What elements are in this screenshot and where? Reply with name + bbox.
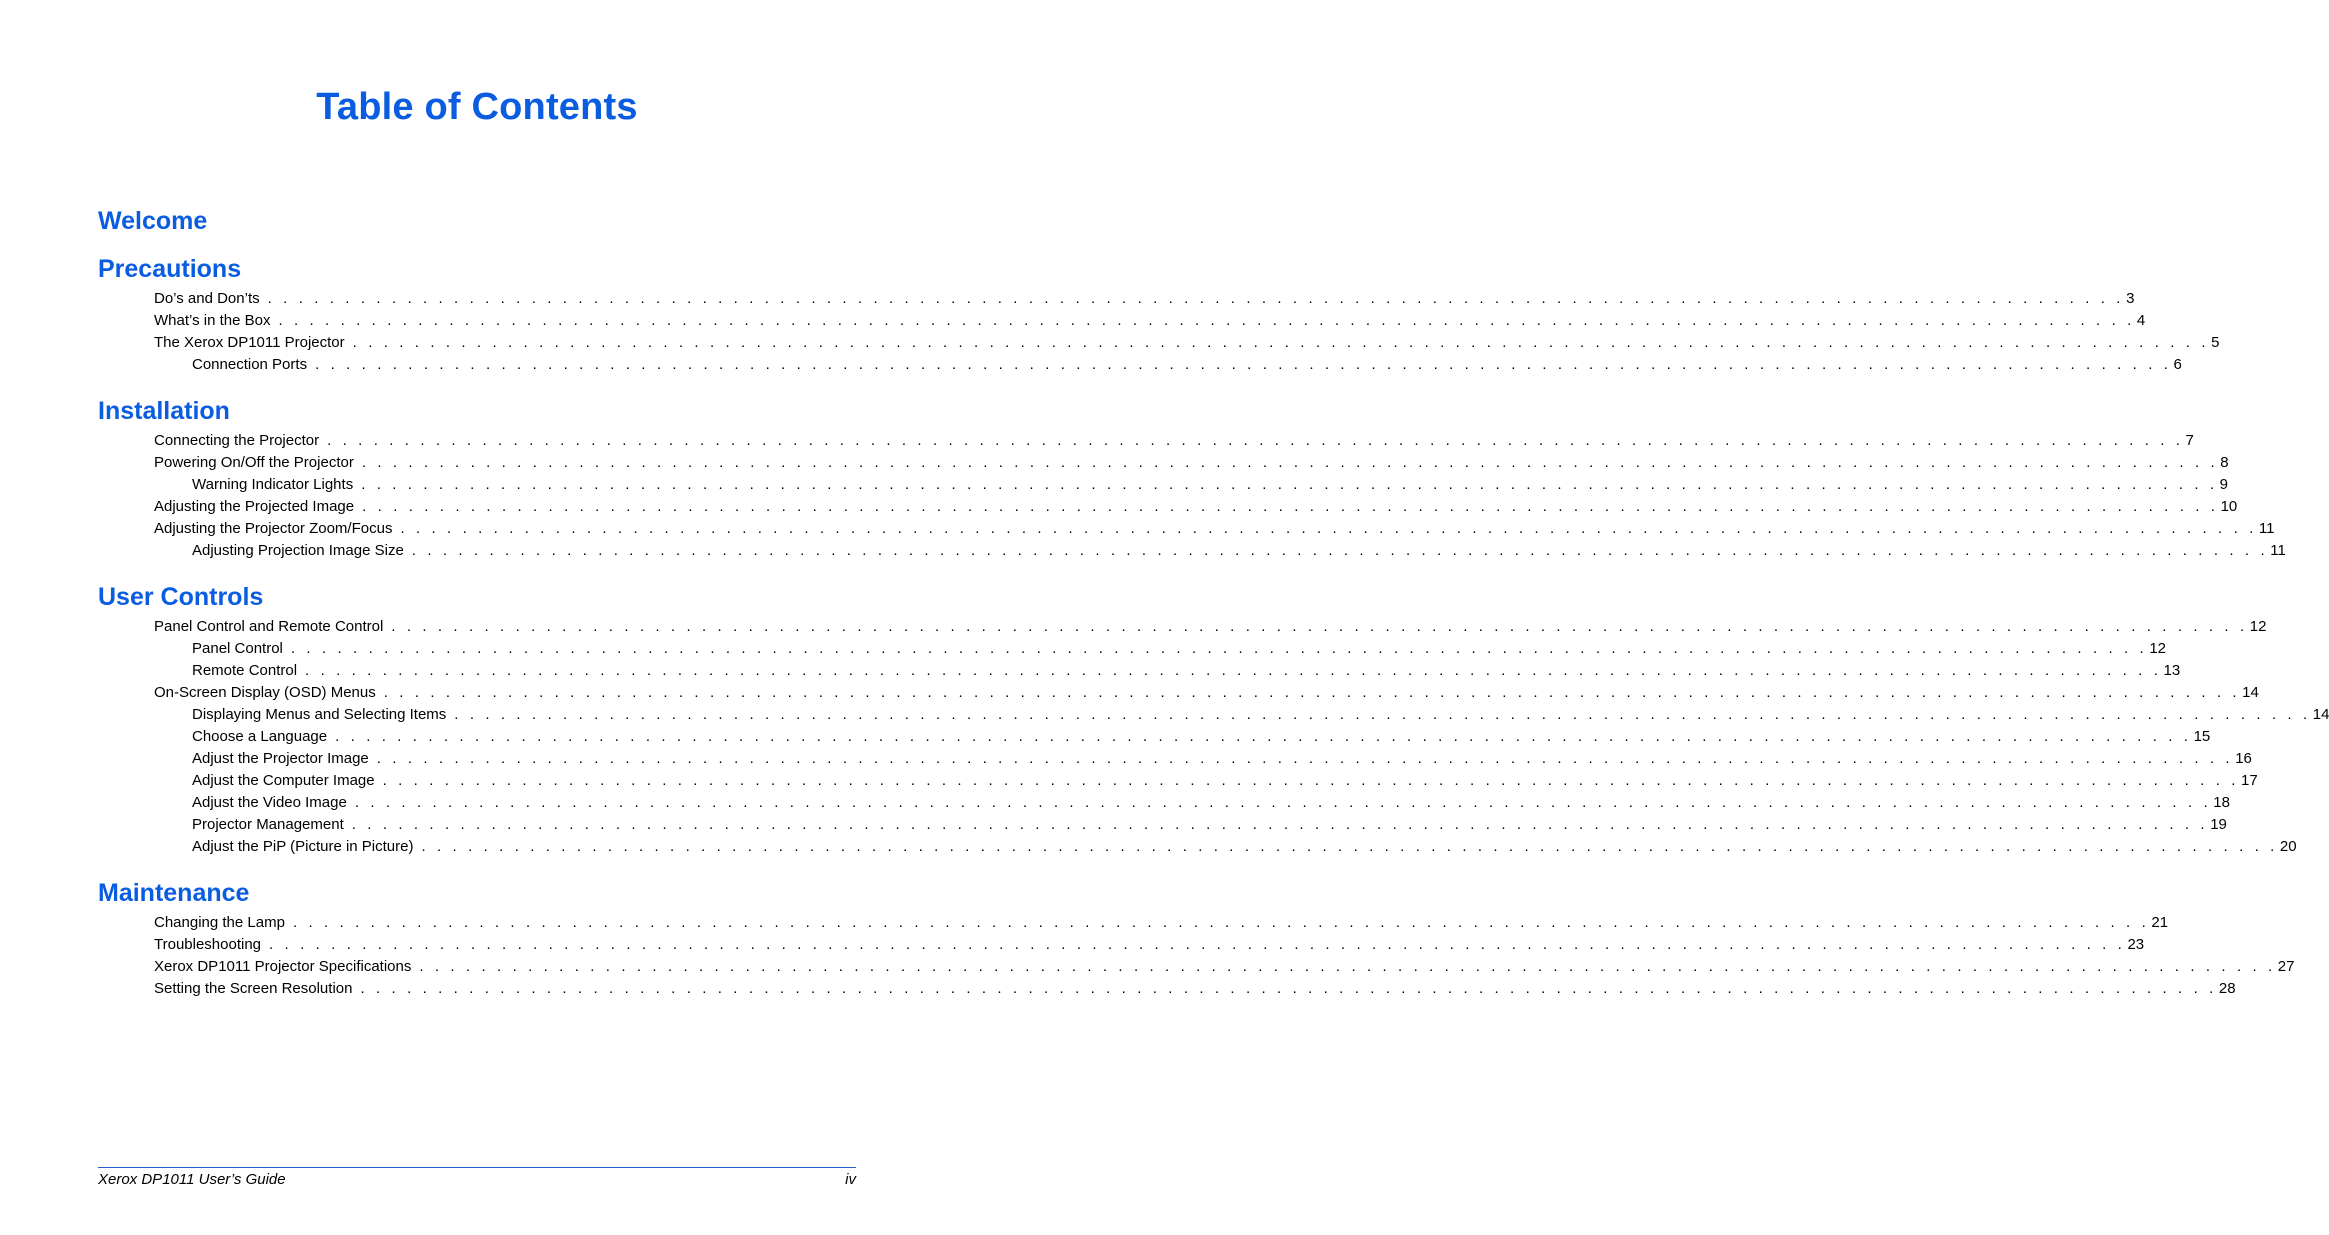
toc-entry[interactable] — [98, 792, 2230, 814]
dot-leader: . . . . . . . . . . . . . . . . . . . . . . . . . . . . . . . . . . . . . . . . . . . . . . . . . . . . . . . . . . . . . . . . . . . . . . . . . . . . . . . . . . . . . . . . . . . . . . . . . . . . . . . . . . . . . . . . . . . . . . . . — [419, 958, 2276, 975]
dot-leader: . . . . . . . . . . . . . . . . . . . . . . . . . . . . . . . . . . . . . . . . . . . . . . . . . . . . . . . . . . . . . . . . . . . . . . . . . . . . . . . . . . . . . . . . . . . . . . . . . . . . . . . . . . . . . . . . . . . . . . . . — [335, 728, 2192, 745]
toc-entry[interactable] — [98, 638, 2167, 660]
dot-leader: . . . . . . . . . . . . . . . . . . . . . . . . . . . . . . . . . . . . . . . . . . . . . . . . . . . . . . . . . . . . . . . . . . . . . . . . . . . . . . . . . . . . . . . . . . . . . . . . . . . . . . . . . . . . . . . . . . . . . . . . — [362, 498, 2219, 515]
toc-entry[interactable] — [98, 912, 2169, 934]
toc-entry-label: Xerox DP1011 Projector Specifications — [154, 958, 412, 975]
dot-leader: . . . . . . . . . . . . . . . . . . . . . . . . . . . . . . . . . . . . . . . . . . . . . . . . . . . . . . . . . . . . . . . . . . . . . . . . . . . . . . . . . . . . . . . . . . . . . . . . . . . . . . . . . . . . . . . . . . . . . . . . — [315, 356, 2172, 373]
toc-entry-page-number: 14 — [2312, 706, 2329, 723]
toc-entry-label: Projector Management — [192, 816, 344, 833]
toc-entry-label: Warning Indicator Lights — [192, 476, 354, 493]
dot-leader: . . . . . . . . . . . . . . . . . . . . . . . . . . . . . . . . . . . . . . . . . . . . . . . . . . . . . . . . . . . . . . . . . . . . . . . . . . . . . . . . . . . . . . . . . . . . . . . . . . . . . . . . . . . . . . . . . . . . . . . . — [361, 454, 2219, 471]
toc-entry[interactable] — [98, 682, 2259, 704]
toc-entry[interactable] — [98, 496, 2238, 518]
toc-entry-page-number: 23 — [2127, 936, 2145, 953]
toc-entry-label: Adjust the Projector Image — [192, 750, 369, 767]
toc-entry-label: Adjust the PiP (Picture in Picture) — [192, 838, 414, 855]
toc-entry-label: Adjust the Video Image — [192, 794, 347, 811]
toc-entry-page-number: 19 — [2210, 816, 2227, 833]
toc-entry-list — [98, 288, 2220, 376]
toc-section — [98, 254, 2220, 376]
dot-leader: . . . . . . . . . . . . . . . . . . . . . . . . . . . . . . . . . . . . . . . . . . . . . . . . . . . . . . . . . . . . . . . . . . . . . . . . . . . . . . . . . . . . . . . . . . . . . . . . . . . . . . . . . . . . . . . . . . . . . . . . — [267, 290, 2125, 307]
toc-entry[interactable] — [98, 332, 2220, 354]
table-of-contents — [98, 206, 2329, 1020]
toc-entry-page-number: 3 — [2126, 290, 2135, 307]
page-footer — [98, 1171, 856, 1188]
section-heading[interactable]: Welcome — [98, 207, 208, 235]
toc-entry-page-number: 27 — [2277, 958, 2295, 975]
dot-leader: . . . . . . . . . . . . . . . . . . . . . . . . . . . . . . . . . . . . . . . . . . . . . . . . . . . . . . . . . . . . . . . . . . . . . . . . . . . . . . . . . . . . . . . . . . . . . . . . . . . . . . . . . . . . . . . . . . . . . . . . — [278, 312, 2135, 329]
toc-entry-page-number: 15 — [2193, 728, 2211, 745]
toc-entry-label: Setting the Screen Resolution — [154, 980, 353, 997]
toc-entry-page-number: 14 — [2242, 684, 2259, 701]
page-title: Table of Contents — [316, 86, 638, 128]
dot-leader: . . . . . . . . . . . . . . . . . . . . . . . . . . . . . . . . . . . . . . . . . . . . . . . . . . . . . . . . . . . . . . . . . . . . . . . . . . . . . . . . . . . . . . . . . . . . . . . . . . . . . . . . . . . . . . . . . . . . . . . . — [292, 914, 2150, 931]
toc-entry[interactable] — [98, 354, 2182, 376]
section-heading[interactable]: User Controls — [98, 583, 264, 611]
toc-entry-label: Adjust the Computer Image — [192, 772, 375, 789]
toc-section — [98, 206, 856, 236]
toc-entry[interactable] — [98, 660, 2181, 682]
toc-entry[interactable] — [98, 978, 2236, 1000]
toc-entry-page-number: 6 — [2173, 356, 2182, 373]
toc-entry-label: Adjusting Projection Image Size — [192, 542, 404, 559]
toc-entry-list — [98, 616, 2329, 858]
toc-entry-label: The Xerox DP1011 Projector — [154, 334, 345, 351]
toc-entry-page-number: 20 — [2279, 838, 2297, 855]
dot-leader: . . . . . . . . . . . . . . . . . . . . . . . . . . . . . . . . . . . . . . . . . . . . . . . . . . . . . . . . . . . . . . . . . . . . . . . . . . . . . . . . . . . . . . . . . . . . . . . . . . . . . . . . . . . . . . . . . . . . . . . . — [290, 640, 2148, 657]
section-heading[interactable]: Precautions — [98, 255, 242, 283]
toc-entry[interactable] — [98, 452, 2229, 474]
toc-entry[interactable] — [98, 540, 2286, 562]
toc-entry-page-number: 12 — [2249, 618, 2267, 635]
dot-leader: . . . . . . . . . . . . . . . . . . . . . . . . . . . . . . . . . . . . . . . . . . . . . . . . . . . . . . . . . . . . . . . . . . . . . . . . . . . . . . . . . . . . . . . . . . . . . . . . . . . . . . . . . . . . . . . . . . . . . . . . — [361, 476, 2218, 493]
footer-page-number: iv — [845, 1171, 856, 1188]
toc-entry[interactable] — [98, 836, 2297, 858]
dot-leader: . . . . . . . . . . . . . . . . . . . . . . . . . . . . . . . . . . . . . . . . . . . . . . . . . . . . . . . . . . . . . . . . . . . . . . . . . . . . . . . . . . . . . . . . . . . . . . . . . . . . . . . . . . . . . . . . . . . . . . . . — [354, 794, 2212, 811]
toc-entry[interactable] — [98, 616, 2267, 638]
toc-entry-label: Adjusting the Projected Image — [154, 498, 355, 515]
dot-leader: . . . . . . . . . . . . . . . . . . . . . . . . . . . . . . . . . . . . . . . . . . . . . . . . . . . . . . . . . . . . . . . . . . . . . . . . . . . . . . . . . . . . . . . . . . . . . . . . . . . . . . . . . . . . . . . . . . . . . . . . — [360, 980, 2217, 997]
toc-entry-label: Remote Control — [192, 662, 298, 679]
dot-leader: . . . . . . . . . . . . . . . . . . . . . . . . . . . . . . . . . . . . . . . . . . . . . . . . . . . . . . . . . . . . . . . . . . . . . . . . . . . . . . . . . . . . . . . . . . . . . . . . . . . . . . . . . . . . . . . . . . . . . . . . — [305, 662, 2162, 679]
footer-divider — [98, 1167, 856, 1168]
section-heading[interactable]: Installation — [98, 397, 230, 425]
toc-entry-label: Panel Control — [192, 640, 283, 657]
toc-entry-label: Do’s and Don’ts — [154, 290, 260, 307]
toc-entry-list — [98, 430, 2286, 562]
dot-leader: . . . . . . . . . . . . . . . . . . . . . . . . . . . . . . . . . . . . . . . . . . . . . . . . . . . . . . . . . . . . . . . . . . . . . . . . . . . . . . . . . . . . . . . . . . . . . . . . . . . . . . . . . . . . . . . . . . . . . . . . — [269, 936, 2126, 953]
toc-entry-page-number: 9 — [2219, 476, 2228, 493]
dot-leader: . . . . . . . . . . . . . . . . . . . . . . . . . . . . . . . . . . . . . . . . . . . . . . . . . . . . . . . . . . . . . . . . . . . . . . . . . . . . . . . . . . . . . . . . . . . . . . . . . . . . . . . . . . . . . . . . . . . . . . . . — [421, 838, 2278, 855]
toc-entry[interactable] — [98, 814, 2227, 836]
dot-leader: . . . . . . . . . . . . . . . . . . . . . . . . . . . . . . . . . . . . . . . . . . . . . . . . . . . . . . . . . . . . . . . . . . . . . . . . . . . . . . . . . . . . . . . . . . . . . . . . . . . . . . . . . . . . . . . . . . . . . . . . — [327, 432, 2184, 449]
toc-entry-label: Changing the Lamp — [154, 914, 285, 931]
toc-entry-label: Choose a Language — [192, 728, 328, 745]
toc-entry[interactable] — [98, 288, 2135, 310]
toc-entry[interactable] — [98, 518, 2275, 540]
dot-leader: . . . . . . . . . . . . . . . . . . . . . . . . . . . . . . . . . . . . . . . . . . . . . . . . . . . . . . . . . . . . . . . . . . . . . . . . . . . . . . . . . . . . . . . . . . . . . . . . . . . . . . . . . . . . . . . . . . . . . . . . — [454, 706, 2311, 723]
toc-section — [98, 582, 2329, 858]
dot-leader: . . . . . . . . . . . . . . . . . . . . . . . . . . . . . . . . . . . . . . . . . . . . . . . . . . . . . . . . . . . . . . . . . . . . . . . . . . . . . . . . . . . . . . . . . . . . . . . . . . . . . . . . . . . . . . . . . . . . . . . . — [376, 750, 2234, 767]
toc-entry-page-number: 21 — [2151, 914, 2169, 931]
dot-leader: . . . . . . . . . . . . . . . . . . . . . . . . . . . . . . . . . . . . . . . . . . . . . . . . . . . . . . . . . . . . . . . . . . . . . . . . . . . . . . . . . . . . . . . . . . . . . . . . . . . . . . . . . . . . . . . . . . . . . . . . — [382, 772, 2240, 789]
dot-leader: . . . . . . . . . . . . . . . . . . . . . . . . . . . . . . . . . . . . . . . . . . . . . . . . . . . . . . . . . . . . . . . . . . . . . . . . . . . . . . . . . . . . . . . . . . . . . . . . . . . . . . . . . . . . . . . . . . . . . . . . — [351, 816, 2209, 833]
dot-leader: . . . . . . . . . . . . . . . . . . . . . . . . . . . . . . . . . . . . . . . . . . . . . . . . . . . . . . . . . . . . . . . . . . . . . . . . . . . . . . . . . . . . . . . . . . . . . . . . . . . . . . . . . . . . . . . . . . . . . . . . — [383, 684, 2241, 701]
toc-entry-label: Troubleshooting — [154, 936, 262, 953]
toc-entry-page-number: 12 — [2149, 640, 2167, 657]
dot-leader: . . . . . . . . . . . . . . . . . . . . . . . . . . . . . . . . . . . . . . . . . . . . . . . . . . . . . . . . . . . . . . . . . . . . . . . . . . . . . . . . . . . . . . . . . . . . . . . . . . . . . . . . . . . . . . . . . . . . . . . . — [352, 334, 2210, 351]
dot-leader: . . . . . . . . . . . . . . . . . . . . . . . . . . . . . . . . . . . . . . . . . . . . . . . . . . . . . . . . . . . . . . . . . . . . . . . . . . . . . . . . . . . . . . . . . . . . . . . . . . . . . . . . . . . . . . . . . . . . . . . . — [391, 618, 2248, 635]
toc-entry-page-number: 28 — [2218, 980, 2236, 997]
toc-entry-label: Connection Ports — [192, 356, 308, 373]
toc-entry-page-number: 17 — [2241, 772, 2258, 789]
toc-entry[interactable] — [98, 934, 2145, 956]
toc-entry[interactable] — [98, 748, 2252, 770]
toc-entry-page-number: 10 — [2220, 498, 2238, 515]
toc-entry-label: On-Screen Display (OSD) Menus — [154, 684, 376, 701]
toc-entry-page-number: 11 — [2270, 542, 2286, 559]
toc-entry-label: Displaying Menus and Selecting Items — [192, 706, 447, 723]
toc-entry-page-number: 11 — [2258, 520, 2275, 537]
section-heading[interactable]: Maintenance — [98, 879, 250, 907]
toc-entry-label: Connecting the Projector — [154, 432, 320, 449]
toc-entry[interactable] — [98, 474, 2228, 496]
toc-entry-page-number: 16 — [2235, 750, 2252, 767]
toc-section — [98, 878, 2295, 1000]
toc-entry-list — [98, 912, 2295, 1000]
toc-entry[interactable] — [98, 430, 2194, 452]
toc-entry[interactable] — [98, 726, 2211, 748]
toc-entry-page-number: 7 — [2185, 432, 2194, 449]
toc-section — [98, 396, 2286, 562]
toc-entry-page-number: 8 — [2220, 454, 2229, 471]
toc-entry-page-number: 5 — [2211, 334, 2220, 351]
toc-entry-label: Panel Control and Remote Control — [154, 618, 384, 635]
toc-entry-page-number: 4 — [2136, 312, 2146, 329]
toc-entry[interactable] — [98, 704, 2329, 726]
dot-leader: . . . . . . . . . . . . . . . . . . . . . . . . . . . . . . . . . . . . . . . . . . . . . . . . . . . . . . . . . . . . . . . . . . . . . . . . . . . . . . . . . . . . . . . . . . . . . . . . . . . . . . . . . . . . . . . . . . . . . . . . — [400, 520, 2257, 537]
toc-entry[interactable] — [98, 956, 2295, 978]
dot-leader: . . . . . . . . . . . . . . . . . . . . . . . . . . . . . . . . . . . . . . . . . . . . . . . . . . . . . . . . . . . . . . . . . . . . . . . . . . . . . . . . . . . . . . . . . . . . . . . . . . . . . . . . . . . . . . . . . . . . . . . . — [411, 542, 2269, 559]
toc-entry-page-number: 18 — [2213, 794, 2230, 811]
footer-document-title: Xerox DP1011 User’s Guide — [98, 1171, 286, 1188]
toc-entry[interactable] — [98, 770, 2258, 792]
toc-entry-label: What’s in the Box — [154, 312, 271, 329]
toc-entry-page-number: 13 — [2163, 662, 2181, 679]
toc-entry-label: Powering On/Off the Projector — [154, 454, 354, 471]
toc-entry[interactable] — [98, 310, 2146, 332]
toc-entry-label: Adjusting the Projector Zoom/Focus — [154, 520, 393, 537]
